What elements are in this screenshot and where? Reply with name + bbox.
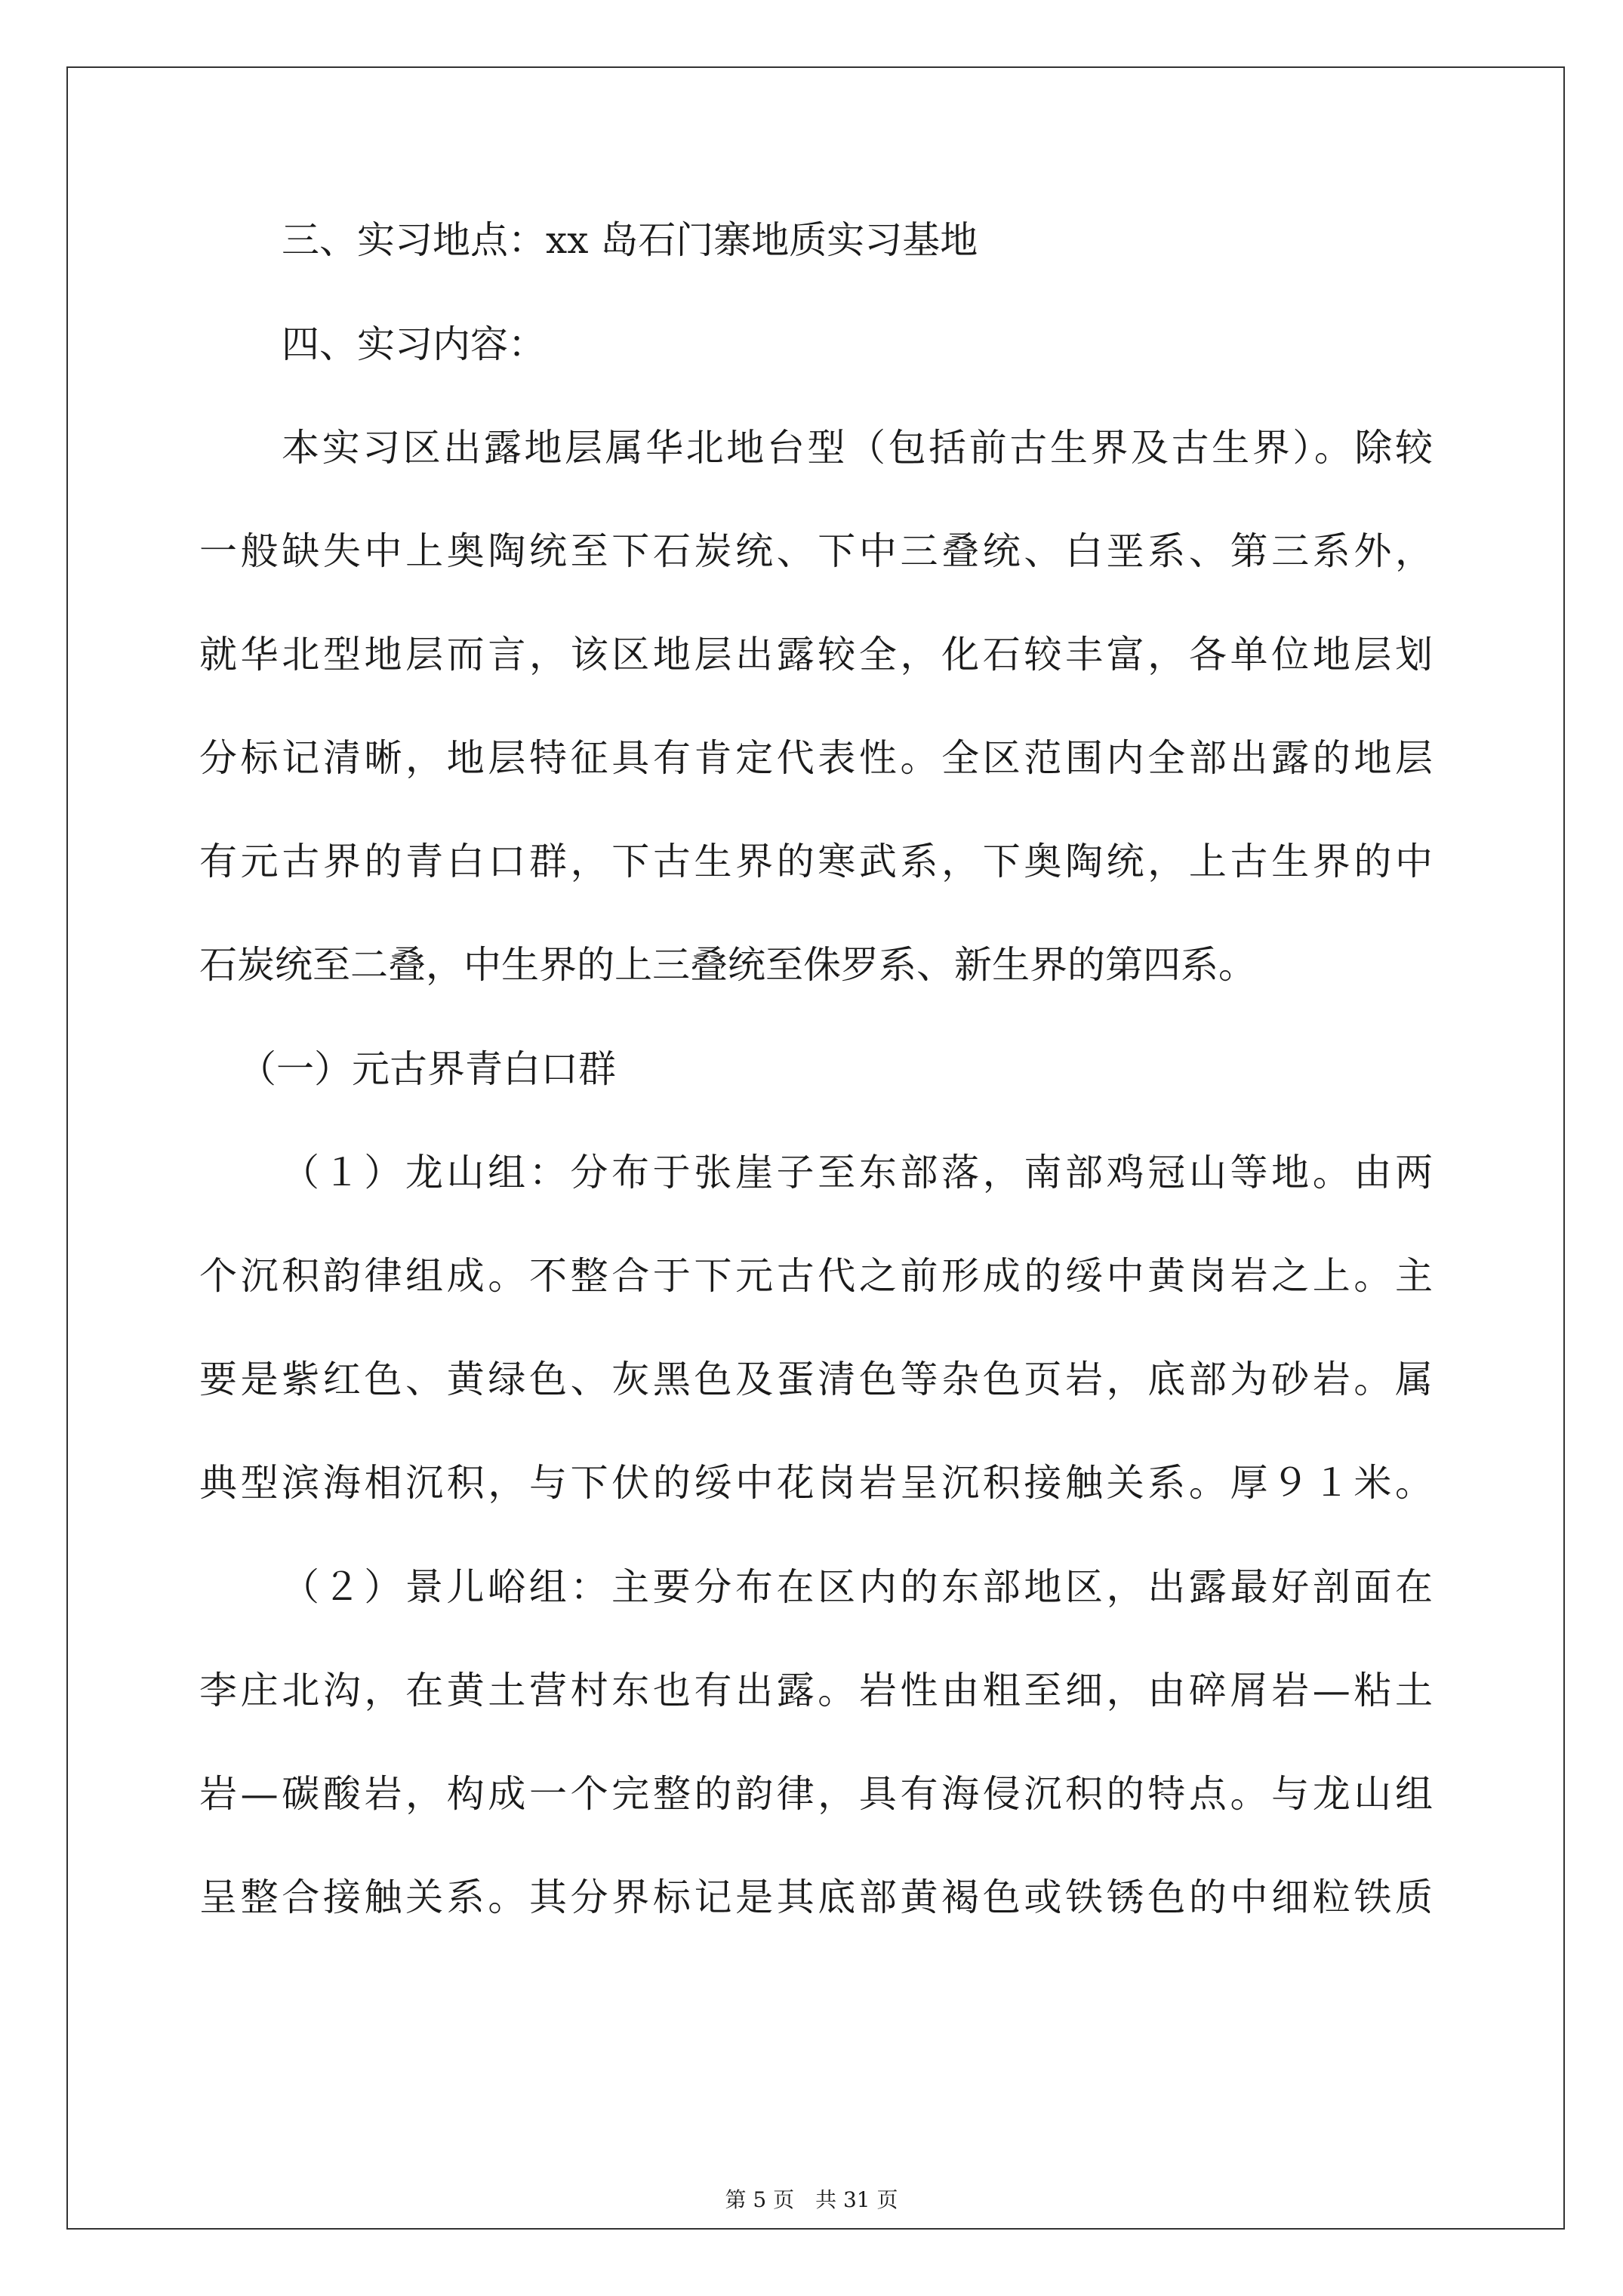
paragraph-line: 要是紫红色、黄绿色、灰黑色及蛋清色等杂色页岩，底部为砂岩。属 — [199, 1358, 1433, 1401]
paragraph-line: 一般缺失中上奥陶统至下石炭统、下中三叠统、白垩系、第三系外， — [199, 529, 1433, 573]
subsection-heading: （一）元古界青白口群 — [239, 1047, 616, 1091]
section-heading-location: 三、实习地点：xx 岛石门寨地质实习基地 — [282, 218, 978, 262]
paragraph-line: 呈整合接触关系。其分界标记是其底部黄褐色或铁锈色的中细粒铁质 — [199, 1875, 1433, 1919]
paragraph-line: 分标记清晰，地层特征具有肯定代表性。全区范围内全部出露的地层 — [199, 736, 1433, 780]
paragraph-line: 个沉积韵律组成。不整合于下元古代之前形成的绥中黄岗岩之上。主 — [199, 1254, 1433, 1298]
paragraph-line: 李庄北沟，在黄土营村东也有出露。岩性由粗至细，由碎屑岩—粘土 — [199, 1669, 1433, 1712]
paragraph-line: （１）龙山组：分布于张崖子至东部落，南部鸡冠山等地。由两 — [282, 1151, 1433, 1194]
paragraph-line: 有元古界的青白口群，下古生界的寒武系，下奥陶统，上古生界的中 — [199, 840, 1433, 883]
paragraph-line: 典型滨海相沉积，与下伏的绥中花岗岩呈沉积接触关系。厚９１米。 — [199, 1461, 1433, 1505]
paragraph-line: （２）景儿峪组：主要分布在区内的东部地区，出露最好剖面在 — [282, 1565, 1433, 1609]
section-heading-content: 四、实习内容： — [282, 322, 546, 366]
paragraph-line: 本实习区出露地层属华北地台型（包括前古生界及古生界）。除较 — [282, 426, 1433, 470]
paragraph-line: 岩—碳酸岩，构成一个完整的韵律，具有海侵沉积的特点。与龙山组 — [199, 1772, 1433, 1816]
page-number: 第 5 页 共 31 页 — [725, 2187, 898, 2212]
paragraph-line: 石炭统至二叠，中生界的上三叠统至侏罗系、新生界的第四系。 — [199, 943, 1256, 987]
paragraph-line: 就华北型地层而言，该区地层出露较全，化石较丰富，各单位地层划 — [199, 633, 1433, 676]
